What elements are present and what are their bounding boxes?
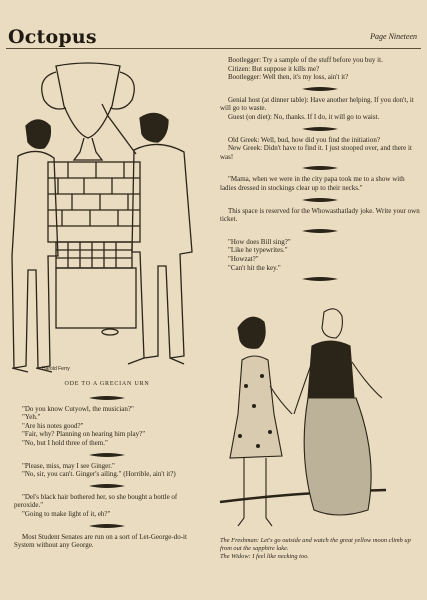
joke-6 xyxy=(220,96,420,122)
joke-2 xyxy=(14,462,200,479)
ornament-divider xyxy=(87,523,127,529)
couple-illustration xyxy=(218,306,418,536)
joke-line: "Like he typewrites." xyxy=(228,246,288,255)
joke-line: "Mama, when we were in the city papa took me to a show with ladies dressed in stockings clear up to their necks." xyxy=(220,175,405,192)
joke-line: "Howzat?" xyxy=(228,254,259,263)
joke-line: New Greek: Didn't have to find it. I just stooped over, and there it was! xyxy=(220,144,412,161)
joke-line: "Fair, why? Planning on hearing him play?" xyxy=(22,430,146,439)
joke-line: Guest (on diet): No, thanks. If I do, it will go to waist. xyxy=(228,112,380,121)
joke-line: "No, sir, you can't. Ginger's ailing." (Horrible, ain't it?) xyxy=(22,470,176,479)
ornament-divider xyxy=(300,228,340,234)
ornament-divider xyxy=(87,483,127,489)
joke-3 xyxy=(14,493,200,519)
caption-line: The Freshman: Let's go outside and watch the great yellow moon climb up from out the sapphire lake. xyxy=(220,537,411,552)
ornament-divider xyxy=(87,452,127,458)
left-column xyxy=(14,380,200,554)
joke-9 xyxy=(220,207,420,224)
joke-line: Old Greek: Well, bud, how did you find the initiation? xyxy=(228,135,380,144)
joke-4 xyxy=(14,533,200,550)
masthead-title: Octopus xyxy=(8,26,97,48)
joke-line: "Do you know Cutyowl, the musician?" xyxy=(22,404,134,413)
ornament-divider xyxy=(300,276,340,282)
ornament-divider xyxy=(87,395,127,401)
joke-8 xyxy=(220,175,420,192)
ornament-divider xyxy=(300,86,340,92)
caption-line: The Widow: I feel like necking too. xyxy=(220,553,309,560)
joke-7 xyxy=(220,136,420,162)
page-header xyxy=(6,26,421,48)
joke-5 xyxy=(220,56,420,82)
ornament-divider xyxy=(300,165,340,171)
ornament-divider xyxy=(300,126,340,132)
artist-signature: Harold Ferry xyxy=(42,366,70,372)
right-column xyxy=(220,56,420,286)
joke-line: "Can't hit the key." xyxy=(228,263,281,272)
joke-line: "How does Bill sing?" xyxy=(228,237,291,246)
joke-10 xyxy=(220,238,420,272)
joke-line: "Are his notes good?" xyxy=(22,421,84,430)
joke-line: "Del's black hair bothered her, so she bought a bottle of peroxide." xyxy=(14,492,178,510)
joke-1 xyxy=(14,405,200,448)
joke-line: Citizen: But suppose it kills me? xyxy=(228,64,320,73)
joke-line: Bootlegger: Well then, it's my loss, ain't it? xyxy=(228,73,349,82)
joke-line: Most Student Senates are run on a sort of Let-George-do-it System without any George. xyxy=(14,532,187,550)
illustration-caption: ODE TO A GRECIAN URN xyxy=(64,381,150,387)
joke-line: "Going to make light of it, eh?" xyxy=(22,509,111,518)
ornament-divider xyxy=(300,197,340,203)
header-rule xyxy=(6,48,421,49)
joke-line: "Please, miss, may I see Ginger." xyxy=(22,461,115,470)
joke-line: Bootlegger: Try a sample of the stuff before you buy it. xyxy=(228,56,383,64)
cartoon-caption xyxy=(220,537,416,561)
joke-line: This space is reserved for the Whowasthatlady joke. Write your own ticket. xyxy=(220,206,420,224)
joke-line: "Yeh." xyxy=(22,413,41,422)
joke-line: Genial host (at dinner table): Have another helping. If you don't, it will go to waste. xyxy=(220,95,414,113)
joke-line: "No, but I hold three of them." xyxy=(22,438,108,447)
trophy-illustration xyxy=(8,56,204,376)
page-number: Page Nineteen xyxy=(370,32,417,41)
